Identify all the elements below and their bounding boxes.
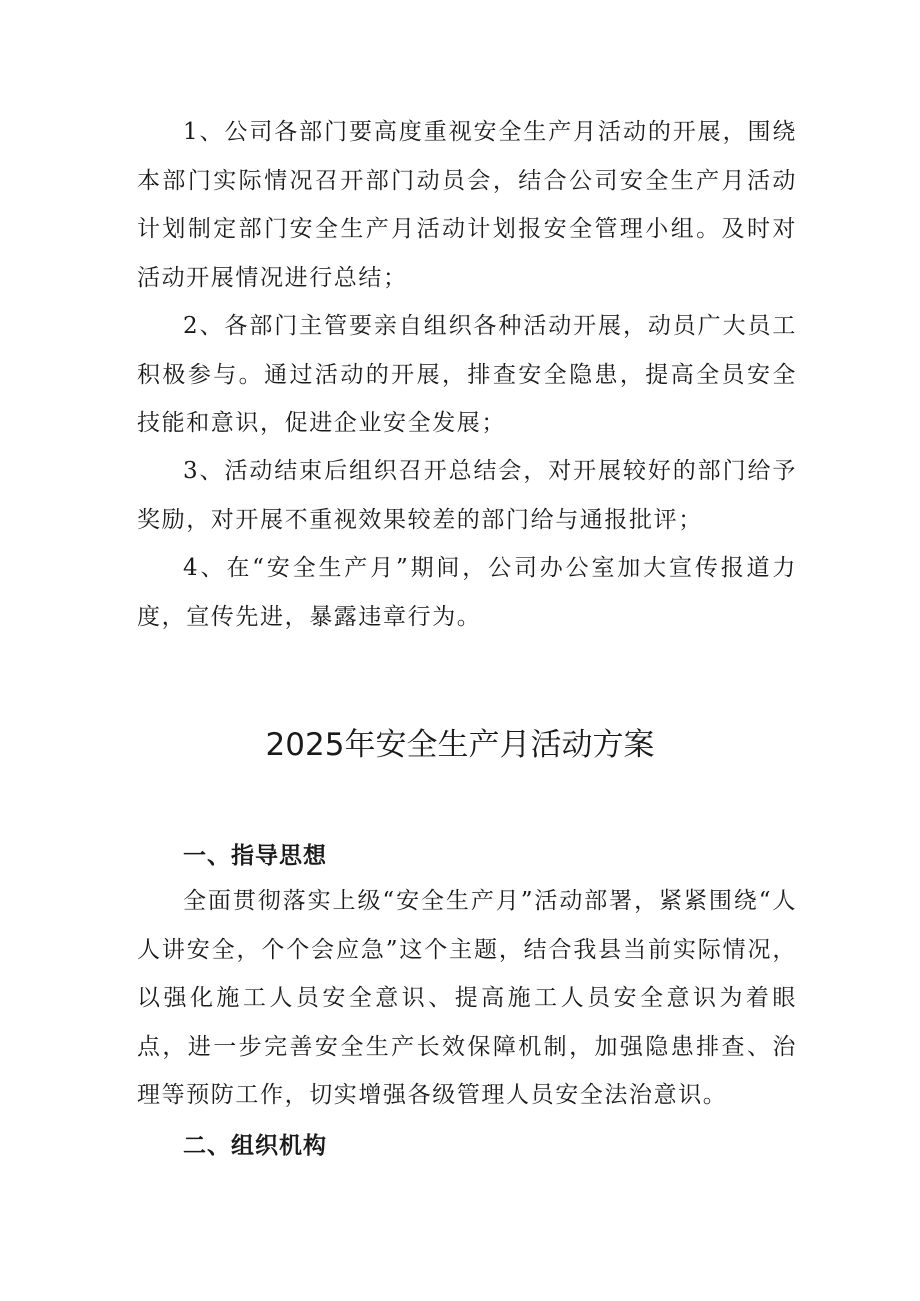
measure-paragraph-4: 4、在“安全生产月”期间，公司办公室加大宣传报道力度，宣传先进，暴露违章行为。 — [137, 555, 797, 630]
measure-paragraph-2: 2、各部门主管要亲自组织各种活动开展，动员广大员工积极参与。通过活动的开展，排查安全隐患，提高全员安全技能和意识，促进企业安全发展； — [137, 313, 797, 436]
document-title: 2025年安全生产月活动方案 — [265, 727, 655, 763]
section-heading-guiding-ideology: 一、指导思想 — [183, 843, 327, 869]
measure-paragraph-1: 1、公司各部门要高度重视安全生产月活动的开展，围绕本部门实际情况召开部门动员会，结合公司安全生产月活动计划制定部门安全生产月活动计划报安全管理小组。及时对活动开展情况进行总结； — [137, 119, 797, 291]
measure-paragraph-3: 3、活动结束后组织召开总结会，对开展较好的部门给予奖励，对开展不重视效果较差的部门给与通报批评； — [137, 458, 797, 533]
section-heading-organization: 二、组织机构 — [183, 1133, 327, 1159]
section-body-guiding-ideology: 全面贯彻落实上级“安全生产月”活动部署，紧紧围绕“人人讲安全，个个会应急”这个主题，结合我县当前实际情况，以强化施工人员安全意识、提高施工人员安全意识为着眼点，进一步完善安全生产长效保障机制，加强隐患排查、治理等预防工作，切实增强各级管理人员安全法治意识。 — [137, 888, 797, 1108]
